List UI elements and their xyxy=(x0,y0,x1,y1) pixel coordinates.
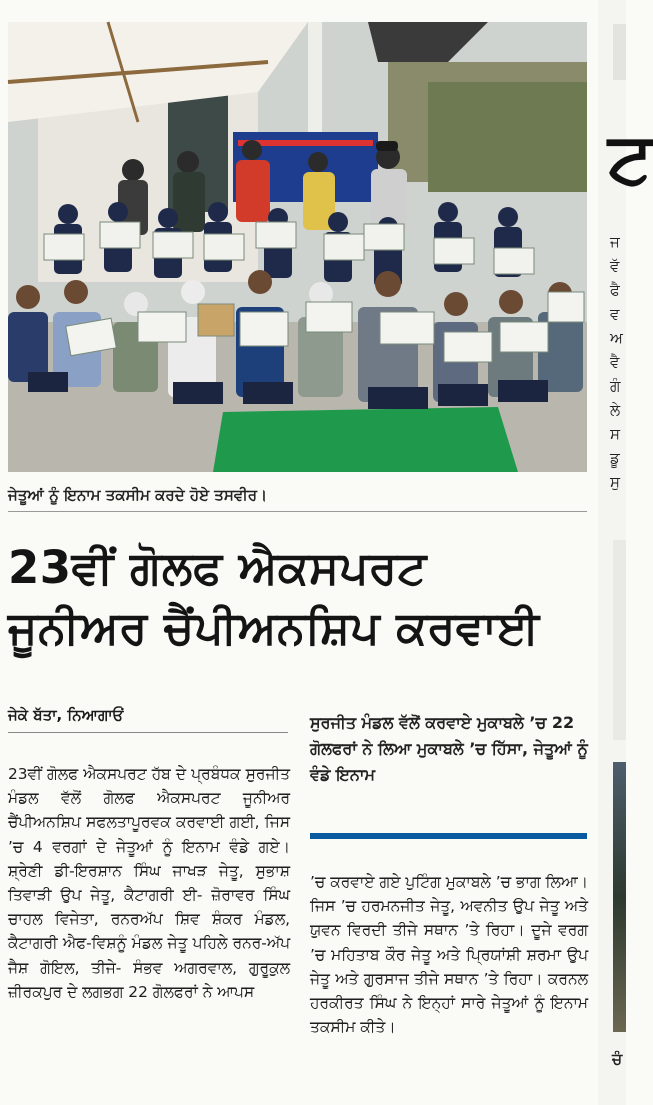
photo-caption: ਜੇਤੂਆਂ ਨੂੰ ਇਨਾਮ ਤਕਸੀਮ ਕਰਦੇ ਹੋਏ ਤਸਵੀਰ। xyxy=(8,486,268,504)
adjacent-headline-fragment: ਟ xyxy=(608,117,653,199)
subhead-accent-rule xyxy=(310,833,587,839)
adjacent-photo-edge xyxy=(613,762,626,1032)
edge-line: ਗੰ xyxy=(610,377,621,395)
edge-line: ਜ xyxy=(610,233,620,251)
edge-line: ਵੱ xyxy=(610,257,620,275)
caption-divider xyxy=(8,511,587,512)
edge-line: ਵ xyxy=(610,305,620,323)
headline xyxy=(8,538,598,658)
article-body-right-column: ’ਚ ਕਰਵਾਏ ਗਏ ਪੁਟਿੰਗ ਮੁਕਾਬਲੇ ’ਚ ਭਾਗ ਲਿਆ। ਜਿਸ ’ਚ ਹਰਮਨਜੀਤ ਜੇਤੂ, ਅਵਨੀਤ ਉਪ ਜੇਤੂ ਅਤੇ ਯੁਵਨ ਵਿਰਦੀ ਤੀਜੇ ਸਥਾਨ ’ਤੇ ਰਿਹਾ। ਦੂਜੇ ਵਰਗ ’ਚ ਮਹਿਤਾਬ ਕੌਰ ਜੇਤੂ ਅਤੇ ਪ੍ਰਿਯਾਂਸ਼ੀ ਸ਼ਰਮਾ ਉਪ ਜੇਤੂ ਅਤੇ ਗੁਰਸਾਜ ਤੀਜੇ ਸਥਾਨ ’ਤੇ ਰਿਹਾ। ਕਰਨਲ ਹਰਕੀਰਤ ਸਿੰਘ ਨੇ ਇਨ੍ਹਾਂ ਸਾਰੇ ਜੇਤੂਆਂ ਨੂੰ ਇਨਾਮ ਤਕਸੀਮ ਕੀਤੇ। xyxy=(310,873,588,1037)
edge-line: ਫੈ xyxy=(610,281,620,299)
byline: ਜੇਕੇ ਬੱਤਾ, ਨਿਆਗਾਓਂ xyxy=(8,706,124,724)
edge-line: ਅ xyxy=(610,329,623,347)
headline-line-1: 23ਵੀਂ ਗੋਲਫ ਐਕਸਪਰਟ xyxy=(8,541,427,594)
adjacent-ad-edge xyxy=(613,540,626,740)
edge-line: ਵੈ xyxy=(610,353,620,371)
headline-line-2: ਜੂਨੀਅਰ ਚੈਂਪੀਅਨਸ਼ਿਪ ਕਰਵਾਈ xyxy=(8,601,540,654)
adjacent-caption-fragment: ਚੰ xyxy=(612,1050,623,1068)
adjacent-image-edge xyxy=(613,24,626,80)
adjacent-text-fragments xyxy=(610,230,626,494)
news-photo xyxy=(8,22,587,472)
article-body-left-column: 23ਵੀਂ ਗੋਲਫ ਐਕਸਪਰਟ ਹੱਬ ਦੇ ਪ੍ਰਬੰਧਕ ਸੁਰਜੀਤ ਮੰਡਲ ਵੱਲੋਂ ਗੋਲਫ ਐਕਸਪਰਟ ਜੂਨੀਅਰ ਚੈਂਪੀਅਨਸ਼ਿਪ ਸਫਲਤਾਪੂਰਵਕ ਕਰਵਾਈ ਗਈ, ਜਿਸ ’ਚ 4 ਵਰਗਾਂ ਦੇ ਜੇਤੂਆਂ ਨੂੰ ਇਨਾਮ ਵੰਡੇ ਗਏ। ਸ਼੍ਰੇਣੀ ਡੀ-ਇਰਸ਼ਾਨ ਸਿੰਘ ਜਾਖੜ ਜੇਤੂ, ਸੁਭਾਸ਼ ਤਿਵਾੜੀ ਉਪ ਜੇਤੂ, ਕੈਟਾਗਰੀ ਈ- ਜ਼ੋਰਾਵਰ ਸਿੰਘ ਚਾਹਲ ਵਿਜੇਤਾ, ਰਨਰਅੱਪ ਸ਼ਿਵ ਸ਼ੰਕਰ ਮੰਡਲ, ਕੈਟਾਗਰੀ ਐਫ-ਵਿਸ਼ਨੂੰ ਮੰਡਲ ਜੇਤੂ ਪਹਿਲੇ ਰਨਰ-ਅੱਪ ਜੈਸ਼ ਗੋਇਲ, ਤੀਜੇ- ਸੰਭਵ ਅਗਰਵਾਲ, ਗੁਰੂਕੁਲ ਜ਼ੀਰਕਪੁਰ ਦੇ ਲਗਭਗ 22 ਗੋਲਫਰਾਂ ਨੇ ਆਪਸ xyxy=(8,765,290,1001)
edge-line: ਲੇ xyxy=(610,401,621,419)
byline-divider xyxy=(8,732,288,733)
group-photo-illustration xyxy=(8,22,587,472)
edge-line: ਸ xyxy=(610,425,620,443)
edge-line: ਡੂ xyxy=(610,449,620,467)
subheadline: ਸੁਰਜੀਤ ਮੰਡਲ ਵੱਲੋਂ ਕਰਵਾਏ ਮੁਕਾਬਲੇ ’ਚ 22 ਗੋਲਫਰਾਂ ਨੇ ਲਿਆ ਮੁਕਾਬਲੇ ’ਚ ਹਿੱਸਾ, ਜੇਤੂਆਂ ਨੂੰ ਵੰਡੇ ਇਨਾਮ xyxy=(310,713,588,784)
edge-line: ਸੁ xyxy=(610,473,620,491)
